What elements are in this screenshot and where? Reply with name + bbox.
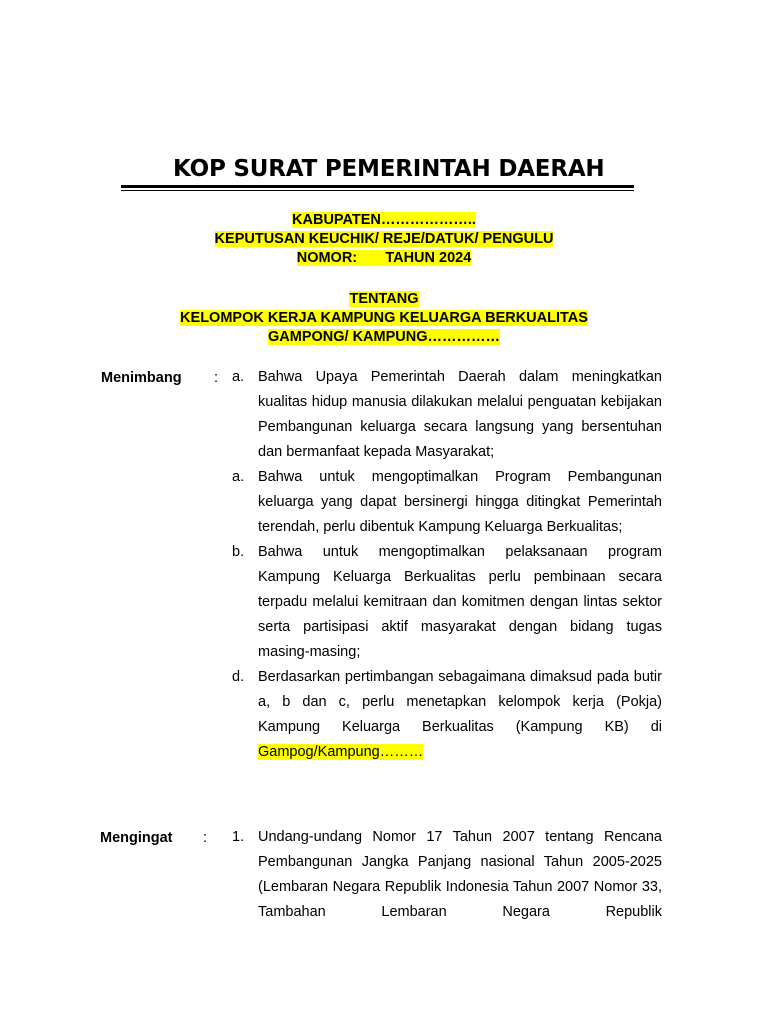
mengingat-label: Mengingat: [100, 830, 173, 846]
mengingat-list: [232, 825, 662, 925]
decree-regency-line: KABUPATEN………………..: [292, 212, 476, 228]
mengingat-colon: :: [203, 830, 208, 846]
item-marker: b.: [232, 544, 245, 560]
item-marker: a.: [232, 369, 245, 385]
menimbang-item: [232, 665, 662, 765]
letterhead-rule-thin: [121, 190, 634, 191]
item-text-highlight-line: [258, 740, 662, 765]
menimbang-list: [232, 365, 662, 765]
menimbang-label: Menimbang: [101, 370, 182, 386]
item-marker: a.: [232, 469, 245, 485]
item-text: [258, 665, 662, 740]
menimbang-colon: :: [214, 370, 219, 386]
menimbang-item: [232, 540, 662, 665]
village-placeholder: Gampog/Kampung………: [258, 744, 424, 760]
subject-tentang: TENTANG: [349, 291, 419, 307]
subject-title: KELOMPOK KERJA KAMPUNG KELUARGA BERKUALITAS: [180, 310, 588, 326]
decree-heading: [0, 211, 768, 268]
letterhead-title: KOP SURAT PEMERINTAH DAERAH: [173, 156, 605, 182]
item-marker: d.: [232, 669, 245, 685]
menimbang-item: [232, 465, 662, 540]
decree-number-line: NOMOR: TAHUN 2024: [296, 250, 472, 266]
item-text-body: Berdasarkan pertimbangan sebagaimana dimaksud pada butir a, b dan c, perlu menetapkan kelompok kerja (Pokja) Kampung Keluarga Berkualitas (Kampung KB) di: [258, 669, 662, 735]
item-text: Bahwa untuk mengoptimalkan pelaksanaan program Kampung Keluarga Berkualitas perlu pembinaan secara terpadu melalui kemitraan dan komitmen dengan lintas sektor serta partisipasi aktif masyarakat dengan bidang tugas masing-masing;: [258, 544, 662, 660]
mengingat-item: [232, 825, 662, 925]
decree-title-line: KEPUTUSAN KEUCHIK/ REJE/DATUK/ PENGULU: [214, 231, 554, 247]
subject-village: GAMPONG/ KAMPUNG……………: [268, 329, 500, 345]
item-text: Bahwa untuk mengoptimalkan Program Pembangunan keluarga yang dapat bersinergi hingga ditingkat Pemerintah terendah, perlu dibentuk Kampung Keluarga Berkualitas;: [258, 469, 662, 535]
item-marker: 1.: [232, 829, 245, 845]
menimbang-item: [232, 365, 662, 465]
letterhead-rule-thick: [121, 185, 634, 188]
item-text: Undang-undang Nomor 17 Tahun 2007 tentang Rencana Pembangunan Jangka Panjang nasional Tahun 2005-2025 (Lembaran Negara Republik Indonesia Tahun 2007 Nomor 33, Tambahan Lembaran Negara Republik: [258, 829, 662, 920]
item-text: Bahwa Upaya Pemerintah Daerah dalam meningkatkan kualitas hidup manusia dilakukan melalui penguatan kebijakan Pembangunan keluarga secara langsung yang bersentuhan dan bermanfaat kepada Masyarakat;: [258, 369, 662, 460]
subject-heading: [0, 290, 768, 347]
